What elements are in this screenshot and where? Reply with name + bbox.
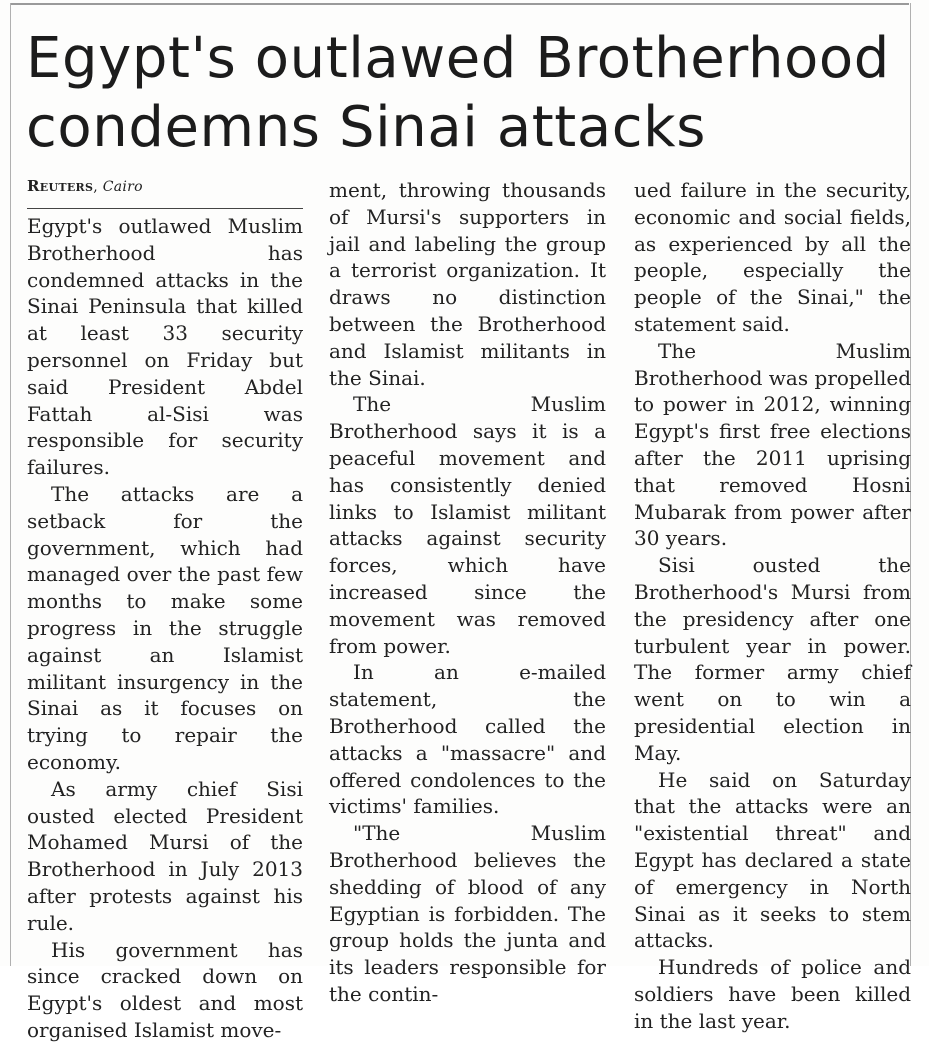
byline xyxy=(27,176,303,204)
paragraph: ment, throwing thousands of Mursi's supporters in jail and labeling the group a terrorist organization. It draws no distinction between the Brotherhood and Islamist militants in the Sinai. xyxy=(329,178,606,390)
paragraph: The Muslim Brotherhood says it is a peaceful movement and has consistently denied links to Islamist militant attacks against security forces, which have increased since the movement was removed from power. xyxy=(329,392,606,658)
article-column-2 xyxy=(329,177,606,1006)
byline-separator: , xyxy=(93,179,98,195)
article-column-1 xyxy=(27,176,303,1042)
paragraph: "The Muslim Brotherhood believes the shedding of blood of any Egyptian is forbidden. The group holds the junta and its leaders responsible for the contin- xyxy=(329,821,606,1006)
paragraph: Hundreds of police and soldiers have been killed in the last year. xyxy=(634,955,911,1033)
paragraph: As army chief Sisi ousted elected President Mohamed Mursi of the Brotherhood in July 2013 after protests against his rule. xyxy=(27,776,303,935)
byline-rule xyxy=(27,208,303,209)
paragraph: Sisi ousted the Brotherhood's Mursi from the presidency after one turbulent year in power. The former army chief went on to win a presidential election in May. xyxy=(634,553,911,765)
paragraph: The attacks are a setback for the government, which had managed over the past few months to make some progress in the struggle against an Islamist militant insurgency in the Sinai as it focuses on trying to repair the economy. xyxy=(27,481,303,774)
paragraph: The Muslim Brotherhood was propelled to power in 2012, winning Egypt's first free elections after the 2011 uprising that removed Hosni Mubarak from power after 30 years. xyxy=(634,338,911,551)
left-border-rule xyxy=(10,3,11,966)
article-column-3 xyxy=(634,177,911,1033)
top-border-rule xyxy=(10,3,909,5)
paragraph: Egypt's outlawed Muslim Brotherhood has condemned attacks in the Sinai Peninsula that killed at least 33 security personnel on Friday but said President Abdel Fattah al-Sisi was responsible for security failures. xyxy=(27,214,303,480)
paragraph: ued failure in the security, economic and social fields, as experienced by all the people, especially the people of the Sinai," the statement said. xyxy=(634,178,911,336)
byline-location: Cairo xyxy=(102,179,143,195)
byline-agency: Reuters xyxy=(27,177,94,195)
article-headline: Egypt's outlawed Brotherhood condemns Sinai attacks xyxy=(26,26,890,160)
paragraph: His government has since cracked down on Egypt's oldest and most organised Islamist move- xyxy=(27,937,303,1042)
paragraph: In an e-mailed statement, the Brotherhood called the attacks a "massacre" and offered condolences to the victims' families. xyxy=(329,660,606,819)
paragraph: He said on Saturday that the attacks were an "existential threat" and Egypt has declared a state of emergency in North Sinai as it seeks to stem attacks. xyxy=(634,767,911,953)
